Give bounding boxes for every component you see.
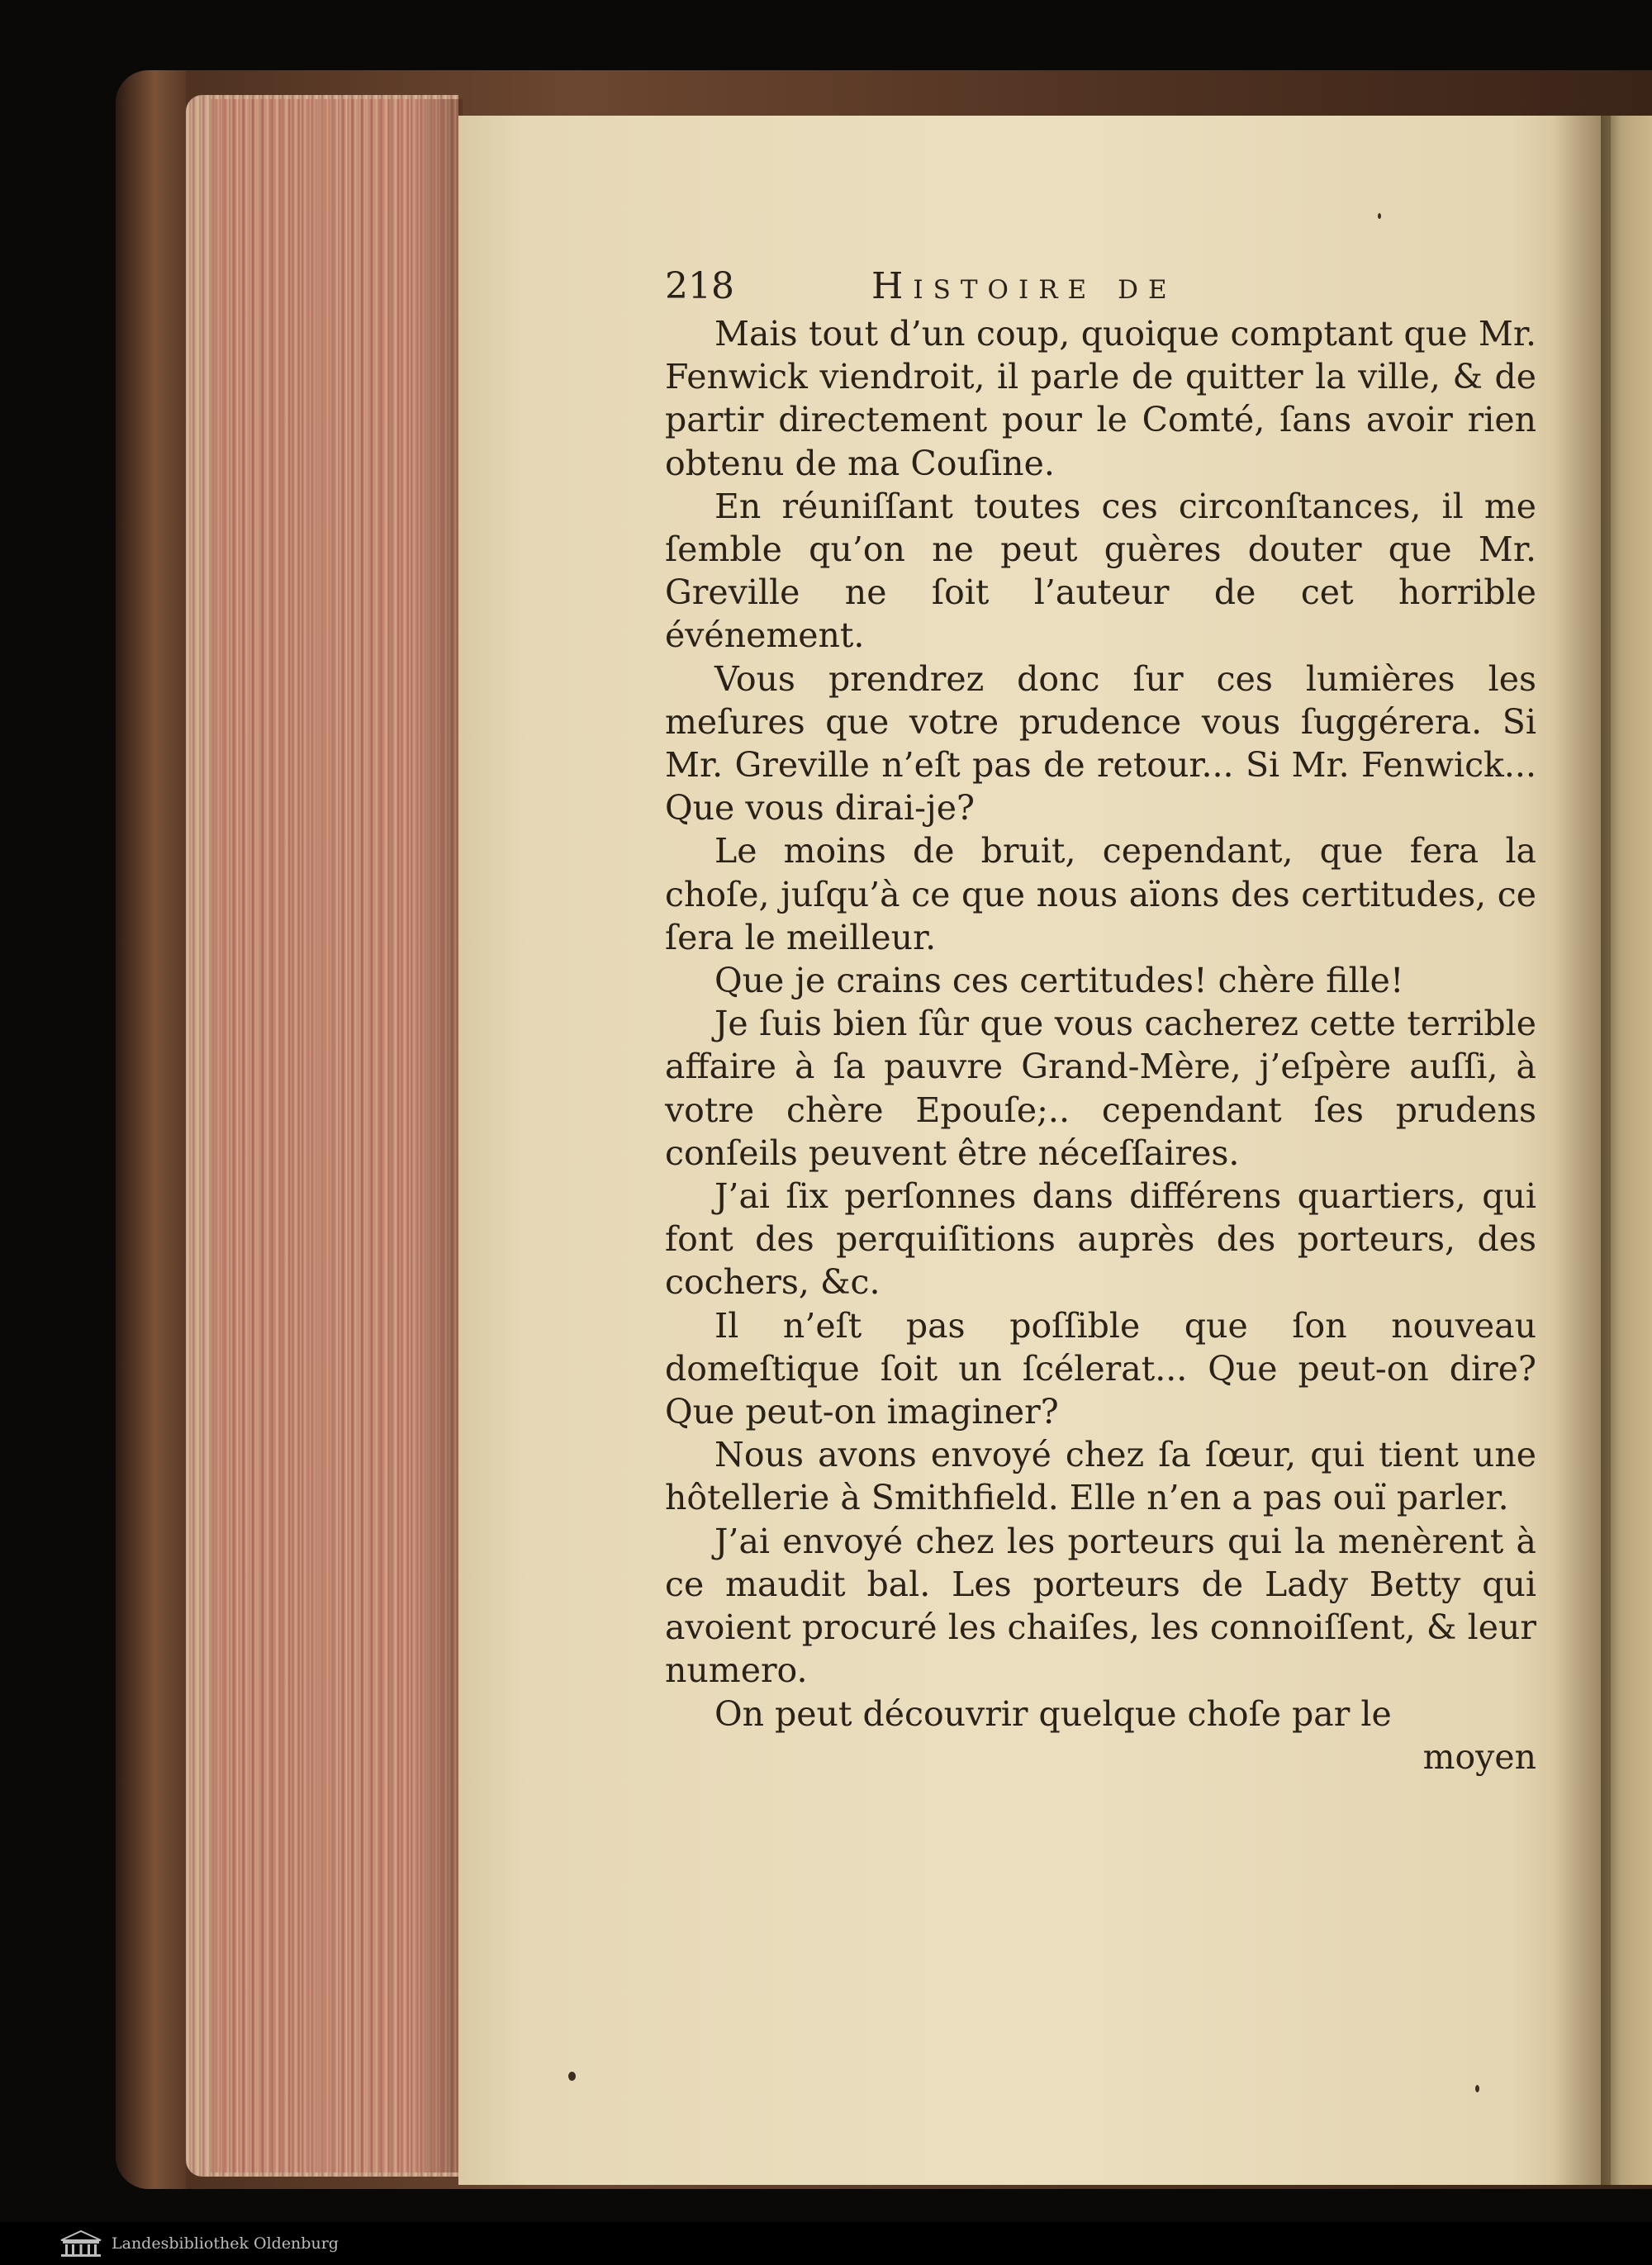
paragraph: On peut découvrir quelque choſe par le	[714, 1693, 1392, 1734]
edges-shadow	[413, 99, 463, 2172]
paragraph: Que je crains ces certitudes! chère fille!	[714, 961, 1404, 1001]
running-title: Histoire de	[871, 265, 1177, 307]
paragraph: Nous avons envoyé chez ſa ſœur, qui tient une hôtellerie à Smithfield. Elle n’en a pas ouï parler.	[665, 1435, 1536, 1518]
body-text	[665, 312, 1536, 1736]
paragraph: J’ai ſix perſonnes dans différens quartiers, qui font des perquiſitions auprès des porteurs, des cochers, &c.	[665, 1176, 1536, 1303]
paragraph: Vous prendrez donc ſur ces lumières les meſures que votre prudence vous ſuggérera. Si Mr. Greville n’eſt pas de retour... Si Mr. Fenwick... Que vous dirai-je?	[665, 658, 1536, 829]
ink-speck	[1378, 213, 1381, 219]
catchword: moyen	[1422, 1736, 1536, 1777]
library-building-icon	[58, 2229, 104, 2258]
ink-speck	[568, 2072, 576, 2081]
page-number: 218	[665, 265, 734, 307]
library-name: Landesbibliothek Oldenburg	[112, 2234, 339, 2253]
paragraph: Je ſuis bien ſûr que vous cacherez cette terrible affaire à ſa pauvre Grand-Mère, j’eſpère auſſi, à votre chère Epouſe;.. cependant ſes prudens conſeils peuvent être néceſſaires.	[665, 1004, 1536, 1173]
gutter-shadow	[1553, 116, 1611, 2185]
running-head	[665, 263, 1536, 311]
paragraph: Il n’eſt pas poſſible que ſon nouveau domeſtique ſoit un ſcélerat... Que peut-on dire? Que peut-on imaginer?	[665, 1305, 1536, 1432]
paragraph: Le moins de bruit, cependant, que fera la choſe, juſqu’à ce que nous aïons des certitudes, ce ſera le meilleur.	[665, 831, 1536, 957]
ink-speck	[1475, 2085, 1479, 2092]
paragraph: En réuniſſant toutes ces circonſtances, il me ſemble qu’on ne peut guères douter que Mr. Greville ne ſoit l’auteur de cet horrible événement.	[665, 486, 1536, 656]
paragraph: J’ai envoyé chez les porteurs qui la menèrent à ce maudit bal. Les porteurs de Lady Betty qui avoient procuré les chaiſes, les connoiſſent, & leur numero.	[665, 1521, 1536, 1691]
text-block	[665, 263, 1536, 1778]
cover-edge	[116, 70, 186, 2189]
paragraph: Mais tout d’un coup, quoique comptant que Mr. Fenwick viendroit, il parle de quitter la ville, & de partir directement pour le Comté, ſans avoir rien obtenu de ma Couſine.	[665, 314, 1536, 483]
